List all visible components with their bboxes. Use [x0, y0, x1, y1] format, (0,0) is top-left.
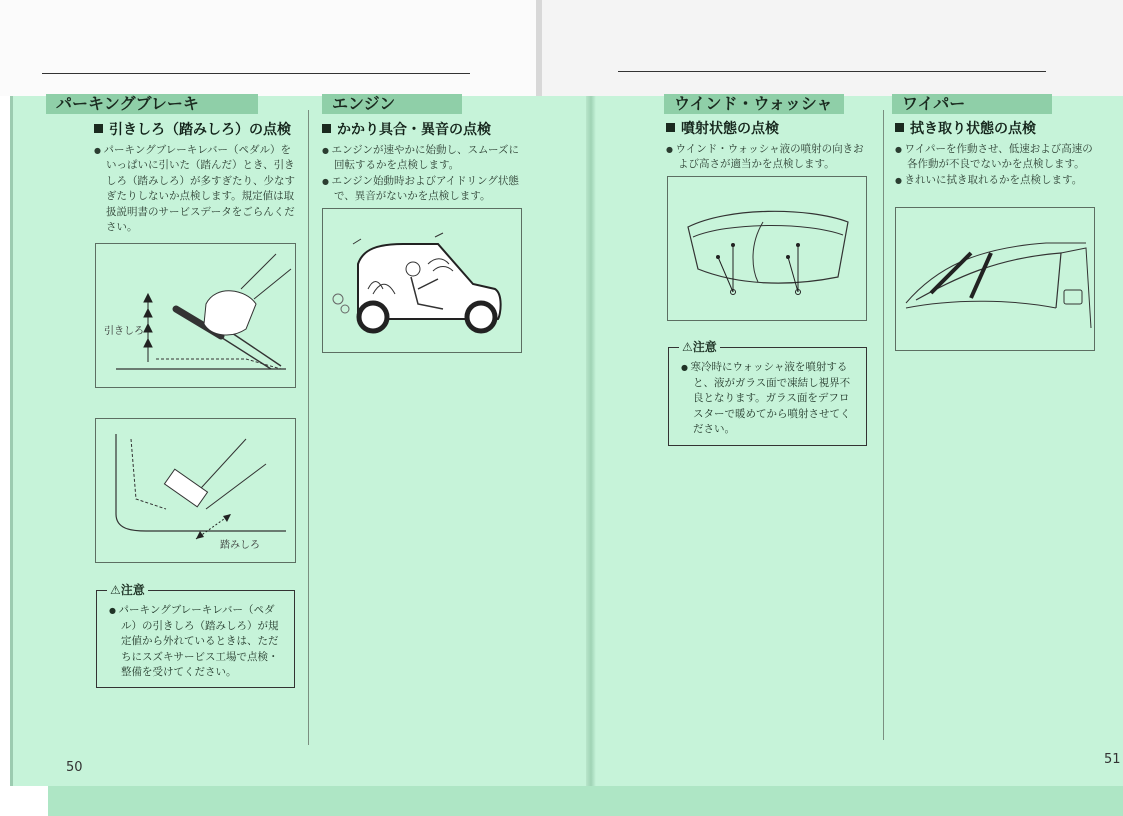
- page-number-left: 50: [66, 760, 83, 775]
- wiper-bullet-1: ● ワイパーを作動させ、低速および高速の各作動が不良でないかを点検します。: [895, 142, 1095, 173]
- right-top-rule: [618, 71, 1046, 72]
- left-top-rule: [42, 73, 470, 74]
- parking-brake-section-title: 引きしろ（踏みしろ）の点検: [94, 123, 299, 139]
- engine-bullet-1: ● エンジンが速やかに始動し、スムーズに回転するかを点検します。: [322, 143, 522, 174]
- lever-figure: [95, 243, 296, 388]
- header-tab-washer: ウインド・ウォッシャ: [664, 94, 844, 114]
- parking-brake-bullet: ● パーキングブレーキレバー（ペダル）をいっぱいに引いた（踏んだ）とき、引きしろ（踏みしろ）が多すぎたり、少なすぎたりしないか点検します。規定値は取扱説明書のサービスデータをごらんください。: [94, 143, 299, 236]
- page-seam-top: [536, 0, 542, 96]
- pedal-figure-label: 踏みしろ: [220, 540, 260, 551]
- left-paper-top: [0, 0, 540, 96]
- washer-text: [666, 122, 866, 173]
- engine-section-title: かかり具合・異音の点検: [322, 123, 522, 139]
- washer-caution-title: ⚠注意: [679, 339, 720, 355]
- right-column-divider: [883, 110, 884, 740]
- parking-brake-caution: [96, 583, 295, 688]
- header-tab-parking-brake: パーキングブレーキ: [46, 94, 258, 114]
- right-paper-top: [540, 0, 1123, 96]
- washer-caution: [668, 340, 867, 446]
- washer-caution-text: ● 寒冷時にウォッシャ液を噴射すると、液がガラス面で凍結し視界不良となります。ガラス面をデフロスターで暖めてから噴射させてください。: [681, 360, 858, 438]
- book-gutter: [586, 96, 596, 786]
- left-column-divider: [308, 110, 309, 745]
- warning-triangle-icon: ⚠: [110, 583, 121, 597]
- left-edge-shadow: [10, 96, 13, 786]
- engine-text: [322, 123, 522, 205]
- wiper-text: [895, 122, 1095, 188]
- washer-figure: [667, 176, 867, 321]
- wiper-figure: [895, 207, 1095, 351]
- page-number-right: 51: [1104, 752, 1121, 767]
- engine-figure: [322, 208, 522, 353]
- wiper-bullet-2: ● きれいに拭き取れるかを点検します。: [895, 173, 1095, 189]
- warning-triangle-icon: ⚠: [682, 340, 693, 354]
- header-tab-engine: エンジン: [322, 94, 462, 114]
- washer-bullet: ● ウインド・ウォッシャ液の噴射の向きおよび高さが適当かを点検します。: [666, 142, 866, 173]
- lever-figure-label: 引きしろ: [104, 326, 144, 337]
- engine-bullet-2: ● エンジン始動時およびアイドリング状態で、異音がないかを点検します。: [322, 174, 522, 205]
- parking-brake-caution-text: ● パーキングブレーキレバー（ペダル）の引きしろ（踏みしろ）が規定値から外れているときは、ただちにスズキサービス工場で点検・整備を受けてください。: [109, 603, 286, 681]
- washer-section-title: 噴射状態の点検: [666, 122, 866, 138]
- wiper-section-title: 拭き取り状態の点検: [895, 122, 1095, 138]
- caution-title: ⚠注意: [107, 582, 148, 598]
- bottom-edge: [48, 786, 1123, 816]
- header-tab-wiper: ワイパー: [892, 94, 1052, 114]
- parking-brake-text: [94, 123, 299, 236]
- pedal-figure: [95, 418, 296, 563]
